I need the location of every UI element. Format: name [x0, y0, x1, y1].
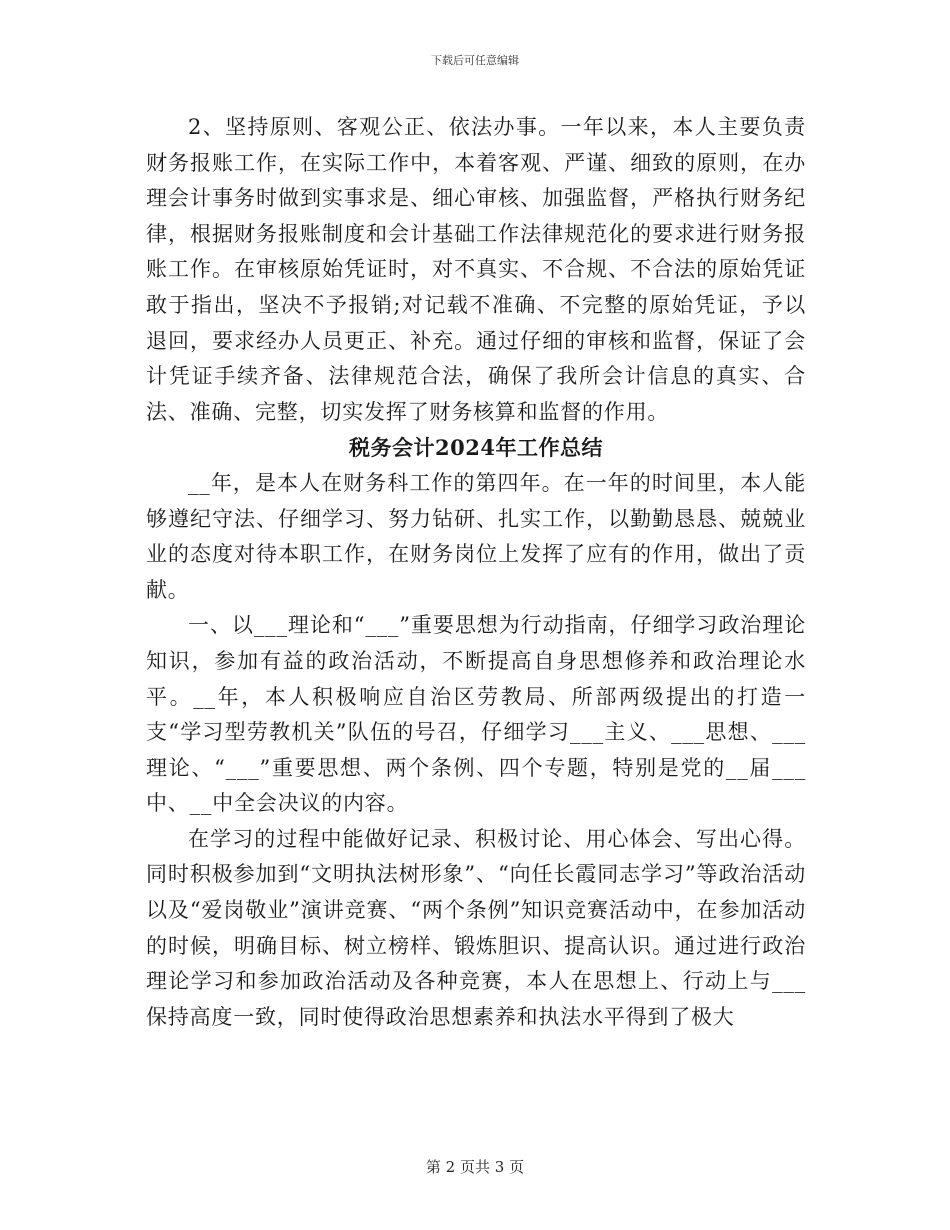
page-number-footer: 第 2 页共 3 页	[425, 1158, 525, 1176]
paragraph-political-study: 一、以___理论和“___”重要思想为行动指南，仔细学习政治理论知识，参加有益的政治活动，不断提高自身思想修养和政治理论水平。__年，本人积极响应自治区劳教局、所部两级提出的打造一支“学习型劳教机关”队伍的号召，仔细学习___主义、___思想、___理论、“___”重要思想、两个条例、四个专题，特别是党的__届___中、__中全会决议的内容。	[146, 613, 806, 816]
document-title: 税务会计2024年工作总结	[349, 435, 603, 461]
page-header-note: 下载后可任意编辑	[431, 54, 519, 67]
paragraph-principles: 2、坚持原则、客观公正、依法办事。一年以来，本人主要负责财务报账工作，在实际工作中，本着客观、严谨、细致的原则，在办理会计事务时做到实事求是、细心审核、加强监督，严格执行财务纪律，根据财务报账制度和会计基础工作法律规范化的要求进行财务报账工作。在审核原始凭证时，对不真实、不合规、不合法的原始凭证敢于指出，坚决不予报销;对记载不准确、不完整的原始凭证，予以退回，要求经办人员更正、补充。通过仔细的审核和监督，保证了会计凭证手续齐备、法律规范合法，确保了我所会计信息的真实、合法、准确、完整，切实发挥了财务核算和监督的作用。	[146, 115, 806, 424]
paragraph-activities: 在学习的过程中能做好记录、积极讨论、用心体会、写出心得。同时积极参加到“文明执法树形象”、“向任长霞同志学习”等政治活动以及“爱岗敬业”演讲竞赛、“两个条例”知识竞赛活动中，在参加活动的时候，明确目标、树立榜样、锻炼胆识、提高认识。通过进行政治理论学习和参加政治活动及各种竞赛，本人在思想上、行动上与___保持高度一致，同时使得政治思想素养和执法水平得到了极大	[146, 826, 806, 1029]
paragraph-intro: __年，是本人在财务科工作的第四年。在一年的时间里，本人能够遵纪守法、仔细学习、努力钻研、扎实工作，以勤勤恳恳、兢兢业业的态度对待本职工作，在财务岗位上发挥了应有的作用，做出了贡献。	[146, 470, 806, 602]
document-body	[146, 110, 806, 1035]
